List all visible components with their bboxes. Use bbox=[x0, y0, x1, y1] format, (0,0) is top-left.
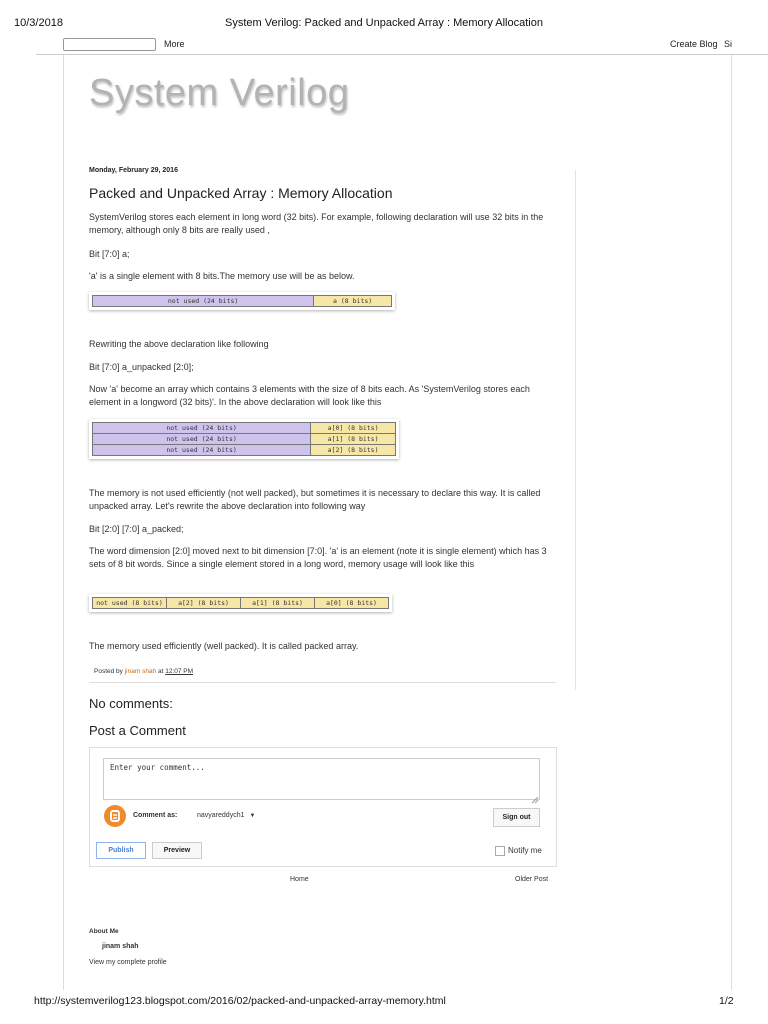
not-used-cell: not used (24 bits) bbox=[93, 423, 311, 434]
print-title: System Verilog: Packed and Unpacked Array : Memory Allocation bbox=[225, 17, 543, 29]
resize-handle-icon[interactable] bbox=[531, 791, 539, 799]
checkbox-icon[interactable] bbox=[495, 846, 505, 856]
post-paragraph-5: Bit [7:0] a_unpacked [2:0]; bbox=[89, 362, 194, 372]
content-frame-right bbox=[730, 55, 732, 990]
older-post-link[interactable]: Older Post bbox=[515, 876, 549, 883]
profile-name-link[interactable]: jinam shah bbox=[102, 943, 139, 950]
post-title[interactable]: Packed and Unpacked Array : Memory Allocation bbox=[89, 185, 393, 201]
memory-diagram-1 bbox=[89, 292, 395, 310]
content-frame-left bbox=[63, 55, 65, 990]
post-paragraph-7: The memory is not used efficiently (not well packed), but sometimes it is necessary to declare this way. It is called unpacked array. Let's rewrite the above declaration into following way bbox=[89, 488, 541, 511]
comments-heading: No comments: bbox=[89, 696, 173, 711]
notify-me-label[interactable]: Notify me bbox=[508, 846, 542, 855]
memory-diagram-2 bbox=[89, 419, 399, 459]
dropdown-caret-icon[interactable]: ▼ bbox=[249, 813, 256, 819]
posted-by-label: Posted by bbox=[94, 668, 123, 675]
author-link[interactable]: jinam shah bbox=[124, 668, 157, 675]
preview-button[interactable]: Preview bbox=[152, 842, 202, 859]
post-paragraph-3: 'a' is a single element with 8 bits.The memory use will be as below. bbox=[89, 271, 355, 281]
view-profile-link[interactable]: View my complete profile bbox=[89, 959, 167, 966]
about-heading: About Me bbox=[89, 928, 119, 935]
not-used-cell: not used (24 bits) bbox=[93, 296, 314, 307]
at-label: at bbox=[157, 668, 164, 675]
post-paragraph-8: Bit [2:0] [7:0] a_packed; bbox=[89, 524, 184, 534]
sign-out-button[interactable]: Sign out bbox=[493, 808, 540, 827]
element-cell: a[0] (8 bits) bbox=[311, 423, 396, 434]
post-paragraph-2: Bit [7:0] a; bbox=[89, 249, 130, 259]
comment-textarea[interactable]: Enter your comment... bbox=[103, 758, 540, 800]
sign-in-link[interactable]: Si bbox=[724, 39, 733, 49]
post-paragraph-1: SystemVerilog stores each element in long word (32 bits). For example, following declaration will use 32 bits in the memory, although only 8 bits are really used , bbox=[89, 212, 544, 235]
post-comment-heading: Post a Comment bbox=[89, 723, 186, 738]
post-footer-divider bbox=[89, 682, 556, 683]
print-url: http://systemverilog123.blogspot.com/2016/02/packed-and-unpacked-array-memory.html bbox=[34, 995, 446, 1007]
blog-title[interactable]: System Verilog bbox=[89, 72, 350, 114]
memory-diagram-3 bbox=[89, 594, 392, 612]
create-blog-link[interactable]: Create Blog bbox=[670, 39, 718, 49]
account-select[interactable] bbox=[197, 812, 255, 819]
element-cell: a[1] (8 bits) bbox=[311, 434, 396, 445]
not-used-cell: not used (8 bits) bbox=[93, 598, 167, 609]
post-footer bbox=[94, 668, 193, 675]
account-name: navyareddych1 bbox=[197, 812, 245, 819]
post-paragraph-4: Rewriting the above declaration like following bbox=[89, 339, 269, 349]
timestamp-link[interactable]: 12:07 PM bbox=[165, 668, 194, 675]
not-used-cell: not used (24 bits) bbox=[93, 445, 311, 456]
print-page-number: 1/2 bbox=[719, 995, 734, 1007]
not-used-cell: not used (24 bits) bbox=[93, 434, 311, 445]
comment-as-label: Comment as: bbox=[133, 812, 178, 819]
post-paragraph-10: The memory used efficiently (well packed). It is called packed array. bbox=[89, 641, 359, 651]
main-column-divider bbox=[575, 170, 576, 690]
print-date: 10/3/2018 bbox=[14, 17, 63, 29]
element-cell: a[2] (8 bits) bbox=[167, 598, 241, 609]
element-cell: a[1] (8 bits) bbox=[241, 598, 315, 609]
element-cell: a[2] (8 bits) bbox=[311, 445, 396, 456]
search-input[interactable] bbox=[63, 38, 156, 51]
element-cell: a (8 bits) bbox=[314, 296, 392, 307]
blogger-icon bbox=[104, 805, 126, 827]
publish-button[interactable]: Publish bbox=[96, 842, 146, 859]
element-cell: a[0] (8 bits) bbox=[315, 598, 389, 609]
more-menu-link[interactable]: More bbox=[164, 39, 185, 49]
post-paragraph-9: The word dimension [2:0] moved next to bit dimension [7:0]. 'a' is an element (note it is single element) which has 3 sets of 8 bit words. Since a single element stored in a long word, memory usage will look like this bbox=[89, 546, 547, 569]
home-link[interactable]: Home bbox=[290, 876, 309, 883]
post-paragraph-6: Now 'a' become an array which contains 3 elements with the size of 8 bits each. As 'SystemVerilog stores each element in a longword (32 bits)'. In the above declaration will look like this bbox=[89, 384, 530, 407]
post-date: Monday, February 29, 2016 bbox=[89, 167, 178, 174]
